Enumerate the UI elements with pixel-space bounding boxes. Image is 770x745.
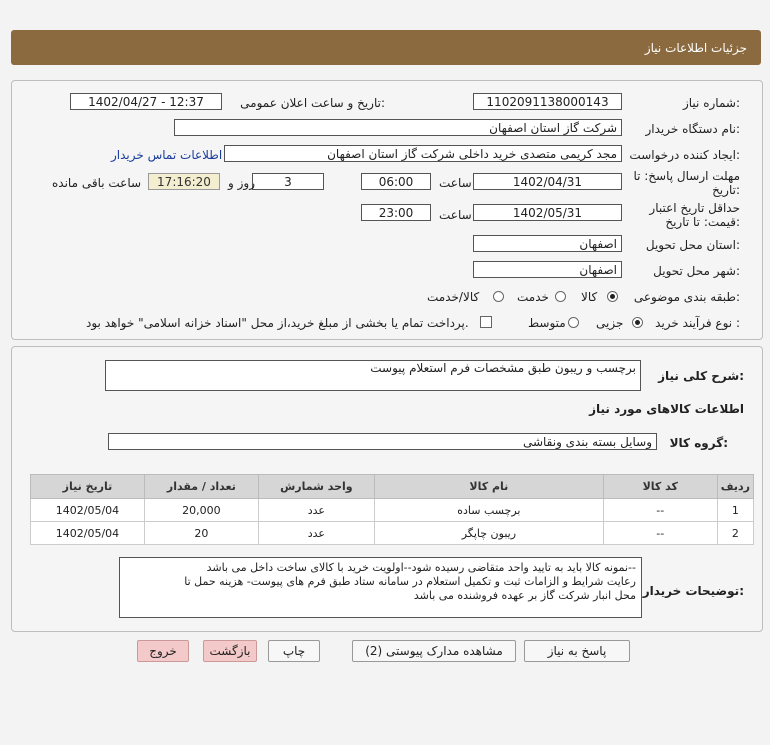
days-field: 3 <box>252 173 324 190</box>
buyer-notes-line-3: محل انبار شرکت گاز بر عهده فروشنده می باشد <box>413 589 636 602</box>
table-row <box>31 499 754 522</box>
page-header <box>11 30 761 65</box>
item-qty: 20,000 <box>144 499 258 522</box>
remaining-time-field: 17:16:20 <box>148 173 220 190</box>
col-date: تاریخ نیاز <box>31 475 145 499</box>
back-button[interactable]: بازگشت <box>203 640 257 662</box>
col-row: ردیف <box>717 475 753 499</box>
buyer-notes-box <box>119 557 642 618</box>
buyer-field: شرکت گاز استان اصفهان <box>174 119 622 136</box>
deadline-date-field: 1402/04/31 <box>473 173 622 190</box>
page-title: جزئیات اطلاعات نیاز <box>644 41 747 55</box>
summary-field: برچسب و ریبون طبق مشخصات فرم استعلام پیوست <box>105 360 641 391</box>
contact-buyer-link[interactable]: اطلاعات تماس خریدار <box>111 148 223 162</box>
process-radio-minor[interactable] <box>632 317 643 328</box>
province-field: اصفهان <box>473 235 622 252</box>
creator-label: ایجاد کننده درخواست: <box>629 148 740 162</box>
item-date: 1402/05/04 <box>31 522 145 545</box>
col-name: نام کالا <box>374 475 603 499</box>
row-number: 1 <box>717 499 753 522</box>
buyer-notes-line-1: --نمونه کالا باید به تایید واحد متقاضی رسیده شود--اولویت خرید با کالای ساخت داخل می باشد <box>206 561 636 574</box>
item-qty: 20 <box>144 522 258 545</box>
goods-panel <box>11 346 763 632</box>
category-label: طبقه بندی موضوعی: <box>633 290 740 304</box>
treasury-payment-checkbox[interactable] <box>480 316 492 328</box>
summary-label: شرح کلی نیاز: <box>658 369 744 383</box>
validity-label-1: حداقل تاریخ اعتبار <box>649 201 740 215</box>
province-label: استان محل تحویل: <box>645 238 740 252</box>
process-medium-label: متوسط <box>528 316 566 330</box>
goods-group-field: وسایل بسته بندی ونقاشی <box>108 433 657 450</box>
goods-table <box>30 474 754 545</box>
category-service-label: خدمت <box>517 290 549 304</box>
remaining-label: ساعت باقی مانده <box>52 176 142 190</box>
table-row <box>31 522 754 545</box>
process-label: نوع فرآیند خرید : <box>655 316 740 330</box>
validity-label-2: قیمت: تا تاریخ: <box>665 215 740 229</box>
col-unit: واحد شمارش <box>258 475 374 499</box>
item-name: برچسب ساده <box>374 499 603 522</box>
creator-field: مجد کریمی متصدی خرید داخلی شرکت گاز استان اصفهان <box>224 145 622 162</box>
deadline-time-field: 06:00 <box>361 173 431 190</box>
category-radio-both[interactable] <box>493 291 504 302</box>
need-number-label: شماره نیاز: <box>682 96 740 110</box>
item-name: ریبون چاپگر <box>374 522 603 545</box>
city-field: اصفهان <box>473 261 622 278</box>
validity-time-field: 23:00 <box>361 204 431 221</box>
deadline-time-label: ساعت <box>439 176 472 190</box>
buyer-notes-line-2: رعایت شرایط و الزامات ثبت و تکمیل استعلام در سامانه ستاد طبق فرم های پیوست- هزینه حمل تا <box>184 575 636 588</box>
deadline-label-1: مهلت ارسال پاسخ: تا <box>633 169 740 183</box>
treasury-payment-text: پرداخت تمام یا بخشی از مبلغ خرید،از محل "اسناد خزانه اسلامی" خواهد بود. <box>86 316 469 330</box>
row-number: 2 <box>717 522 753 545</box>
goods-group-label: گروه کالا: <box>669 436 728 450</box>
item-code: -- <box>603 499 717 522</box>
days-label: روز و <box>228 176 255 190</box>
deadline-label-2: تاریخ: <box>712 183 740 197</box>
category-radio-service[interactable] <box>555 291 566 302</box>
announce-label: تاریخ و ساعت اعلان عمومی: <box>240 96 385 110</box>
announce-field: 1402/04/27 - 12:37 <box>70 93 222 110</box>
item-unit: عدد <box>258 499 374 522</box>
item-code: -- <box>603 522 717 545</box>
item-unit: عدد <box>258 522 374 545</box>
col-code: کد کالا <box>603 475 717 499</box>
validity-time-label: ساعت <box>439 208 472 222</box>
category-both-label: کالا/خدمت <box>427 290 480 304</box>
reply-button[interactable]: پاسخ به نیاز <box>524 640 630 662</box>
buyer-notes-label: توضیحات خریدار: <box>642 584 744 598</box>
goods-section-title: اطلاعات کالاهای مورد نیاز <box>589 402 744 416</box>
validity-date-field: 1402/05/31 <box>473 204 622 221</box>
item-date: 1402/05/04 <box>31 499 145 522</box>
col-qty: تعداد / مقدار <box>144 475 258 499</box>
exit-button[interactable]: خروج <box>137 640 189 662</box>
print-button[interactable]: چاپ <box>268 640 320 662</box>
category-radio-goods[interactable] <box>607 291 618 302</box>
need-number-field: 1102091138000143 <box>473 93 622 110</box>
goods-table-header <box>31 475 754 499</box>
category-goods-label: کالا <box>581 290 598 304</box>
attachments-button[interactable]: مشاهده مدارک پیوستی (2) <box>352 640 516 662</box>
need-info-panel <box>11 80 763 340</box>
process-minor-label: جزیی <box>596 316 624 330</box>
buyer-label: نام دستگاه خریدار: <box>645 122 740 136</box>
city-label: شهر محل تحویل: <box>653 264 740 278</box>
process-radio-medium[interactable] <box>568 317 579 328</box>
